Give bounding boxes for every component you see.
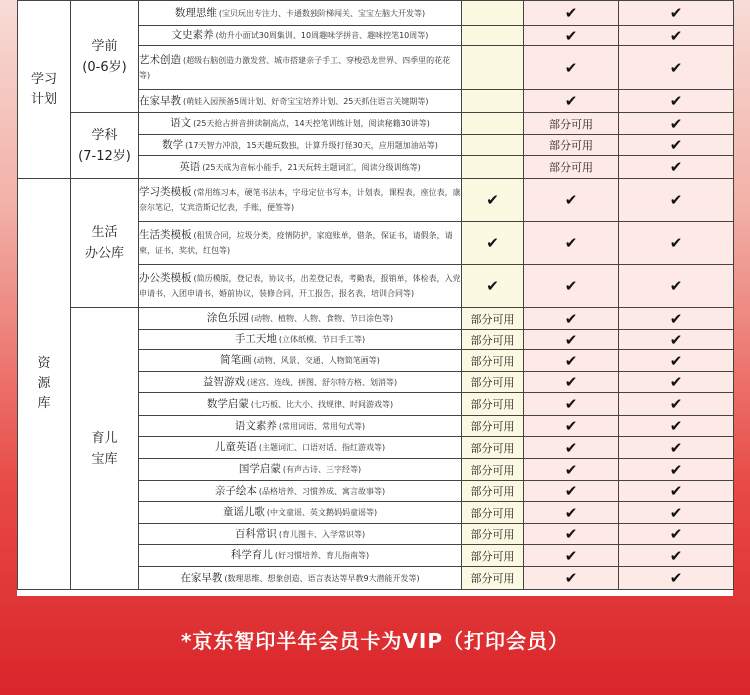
cell-col-b: ✔ [524,416,619,437]
row-label [139,437,462,459]
cell-col-b: ✔ [524,179,619,222]
cell-col-a [462,308,524,330]
item-name: 生活类模板 [139,229,192,241]
cell-col-c: ✔ [619,545,734,567]
cell-col-a [462,156,524,179]
sub-subject: 学科 (7-12岁) [71,113,139,179]
partial-label: 部分可用 [470,376,515,389]
partial-label: 部分可用 [549,161,593,174]
row-label [139,113,462,135]
row-label [139,372,462,393]
item-desc: (主题词汇、口语对话、指红游戏等) [258,443,386,452]
item-name: 科学育儿 [230,549,273,561]
comparison-table-panel [17,0,733,596]
row-label [139,26,462,46]
item-desc: (迷宫、连线、拼图、舒尔特方格、划消等) [246,377,398,387]
row-label [139,156,462,179]
row-label [139,90,462,113]
cell-col-b: ✔ [524,524,619,545]
item-name: 数学启蒙 [206,397,249,410]
cell-col-b [524,135,619,156]
row-label [139,222,462,265]
cell-col-c: ✔ [619,1,734,26]
cell-col-b [524,156,619,179]
item-desc: (常用词语、常用句式等) [278,421,366,431]
partial-label: 部分可用 [470,485,515,498]
cell-col-c: ✔ [619,179,734,222]
item-desc: (17天智力冲浪，15天趣玩数独，计算升级打怪30天，应用题加油站等) [185,140,438,150]
cell-col-a [462,46,524,90]
item-desc: (好习惯培养、育儿指南等) [274,551,370,560]
item-desc: (育儿图卡、入学常识等) [278,529,366,539]
row-label [139,135,462,156]
item-name: 手工天地 [234,333,277,345]
cell-col-b: ✔ [524,459,619,481]
cell-col-b: ✔ [524,90,619,113]
table-row [18,308,734,330]
row-label [139,1,462,26]
row-label [139,330,462,350]
item-name: 语文素养 [234,419,277,432]
row-label [139,350,462,372]
item-desc: (简历模版，登记表，协议书，出差登记表，考勤表，报销单，体检表，入党申请书，入团申请书，婚前协议，装修合同，开工报告，报名表，培训合同等) [139,274,461,298]
cell-col-a [462,113,524,135]
item-desc: (立体纸模、节日手工等) [278,335,366,344]
item-name: 语文 [170,117,192,129]
cell-col-a: ✔ [462,265,524,308]
item-name: 在家早教 [180,571,223,584]
item-desc: (萌娃入园预备5周计划、好奇宝宝培养计划、25天抓住语言关键期等) [183,96,429,106]
cell-col-b: ✔ [524,46,619,90]
comparison-table [17,0,734,590]
cell-col-c: ✔ [619,502,734,524]
item-desc: (有声古诗、三字经等) [282,465,362,474]
cell-col-c: ✔ [619,265,734,308]
item-desc: (动物、风景、交通、人物简笔画等) [253,356,380,365]
item-name: 国学启蒙 [238,463,281,475]
cell-col-c: ✔ [619,113,734,135]
cell-col-c: ✔ [619,416,734,437]
partial-label: 部分可用 [470,506,515,520]
item-name: 亲子绘本 [214,484,257,497]
cell-col-c: ✔ [619,567,734,590]
cell-col-c: ✔ [619,90,734,113]
sub-preschool: 学前 (0-6岁) [71,1,139,113]
item-name: 数学 [162,138,184,151]
vip-footnote: *京东智印半年会员卡为VIP（打印会员） [180,629,570,653]
row-label [139,416,462,437]
item-desc: (幼升小面试30周集训、10周趣味学拼音、趣味控笔10周等) [215,31,429,40]
cell-col-a [462,350,524,372]
cell-col-c: ✔ [619,459,734,481]
item-desc: (品格培养、习惯养成、寓言故事等) [258,486,386,496]
partial-label: 部分可用 [549,117,593,131]
item-name: 学习类模板 [139,186,192,198]
row-label [139,524,462,545]
cell-col-a [462,524,524,545]
cell-col-c: ✔ [619,393,734,416]
cell-col-b: ✔ [524,372,619,393]
cell-col-b: ✔ [524,1,619,26]
partial-label: 部分可用 [470,420,515,433]
table-row [18,1,734,26]
partial-label: 部分可用 [470,549,515,563]
cell-col-b: ✔ [524,545,619,567]
cell-col-a [462,437,524,459]
partial-label: 部分可用 [470,441,515,455]
item-desc: (超级右脑创造力激发营、城市搭建亲子手工、穿梭恐龙世界、四季里的花花等) [139,55,451,80]
partial-label: 部分可用 [549,139,593,152]
item-name: 益智游戏 [202,375,245,388]
sub-office: 生活 办公库 [71,179,139,308]
row-label [139,393,462,416]
cell-col-a [462,90,524,113]
item-name: 办公类模板 [139,272,192,284]
cell-col-b: ✔ [524,567,619,590]
item-name: 百科常识 [234,527,277,540]
partial-label: 部分可用 [470,354,515,368]
group-study-plan: 学习 计划 [18,1,71,179]
cell-col-b: ✔ [524,350,619,372]
item-desc: (常用练习本，硬笔书法本，字母定位书写本，计划表，课程表，座位表，康奈尔笔记，艾宾浩斯记忆表，手账，便签等) [139,188,461,212]
item-name: 英语 [179,160,201,173]
row-label [139,502,462,524]
cell-col-c: ✔ [619,372,734,393]
cell-col-a [462,135,524,156]
cell-col-c: ✔ [619,308,734,330]
cell-col-c: ✔ [619,330,734,350]
cell-col-b: ✔ [524,265,619,308]
row-label [139,545,462,567]
row-label [139,265,462,308]
cell-col-c: ✔ [619,524,734,545]
sub-parenting: 育儿 宝库 [71,308,139,590]
item-desc: (数理思维、想象创造、语言表达等早教9大潜能开发等) [224,573,420,583]
item-name: 数理思维 [174,6,217,19]
cell-col-a [462,1,524,26]
row-label [139,308,462,330]
cell-col-c: ✔ [619,46,734,90]
item-name: 童谣儿歌 [222,506,265,518]
cell-col-a [462,481,524,502]
cell-col-a [462,372,524,393]
item-name: 简笔画 [220,354,252,366]
item-desc: (25天成为音标小能手，21天玩转主题词汇，阅读分级训练等) [202,162,421,172]
item-name: 文史素养 [171,29,214,41]
item-desc: (动物、植物、人物、食物、节日涂色等) [250,314,394,323]
cell-col-a [462,393,524,416]
row-label [139,46,462,90]
cell-col-c: ✔ [619,135,734,156]
cell-col-a [462,545,524,567]
cell-col-b: ✔ [524,502,619,524]
row-label [139,481,462,502]
partial-label: 部分可用 [470,398,515,411]
cell-col-a [462,26,524,46]
cell-col-a: ✔ [462,222,524,265]
cell-col-b: ✔ [524,481,619,502]
table-row [18,179,734,222]
cell-col-b: ✔ [524,393,619,416]
cell-col-b: ✔ [524,222,619,265]
row-label [139,459,462,481]
cell-col-a [462,459,524,481]
item-name: 儿童英语 [214,441,257,453]
cell-col-c: ✔ [619,481,734,502]
table-row [18,113,734,135]
group-resource-library: 资 源 库 [18,179,71,590]
cell-col-b: ✔ [524,308,619,330]
cell-col-a [462,416,524,437]
cell-col-a [462,330,524,350]
row-label [139,567,462,590]
cell-col-c: ✔ [619,222,734,265]
cell-col-c: ✔ [619,437,734,459]
partial-label: 部分可用 [470,572,515,585]
item-desc: (25天抢占拼音拼读制高点，14天控笔训练计划，阅读秘籍30讲等) [193,119,430,128]
row-label [139,179,462,222]
cell-col-b [524,113,619,135]
item-name: 艺术创造 [139,53,181,66]
partial-label: 部分可用 [470,463,515,477]
cell-col-a: ✔ [462,179,524,222]
partial-label: 部分可用 [470,312,515,326]
cell-col-b: ✔ [524,330,619,350]
cell-col-b: ✔ [524,26,619,46]
item-desc: (租赁合同，垃圾分类，疫情防护，家庭账单，借条，保证书，请假条，请柬，证书，奖状，红包等) [139,231,453,255]
item-name: 在家早教 [139,94,181,107]
partial-label: 部分可用 [470,528,515,541]
cell-col-b: ✔ [524,437,619,459]
item-desc: (中文童谣、英文鹅妈妈童谣等) [266,508,378,517]
item-desc: (七巧板、比大小、找规律、时间游戏等) [250,399,394,409]
partial-label: 部分可用 [470,333,515,347]
cell-col-a [462,502,524,524]
cell-col-c: ✔ [619,350,734,372]
cell-col-c: ✔ [619,26,734,46]
cell-col-a [462,567,524,590]
cell-col-c: ✔ [619,156,734,179]
item-name: 涂色乐园 [206,312,249,324]
item-desc: (宝贝玩出专注力、卡通数独阶梯闯关、宝宝左脑大开发等) [218,8,426,18]
